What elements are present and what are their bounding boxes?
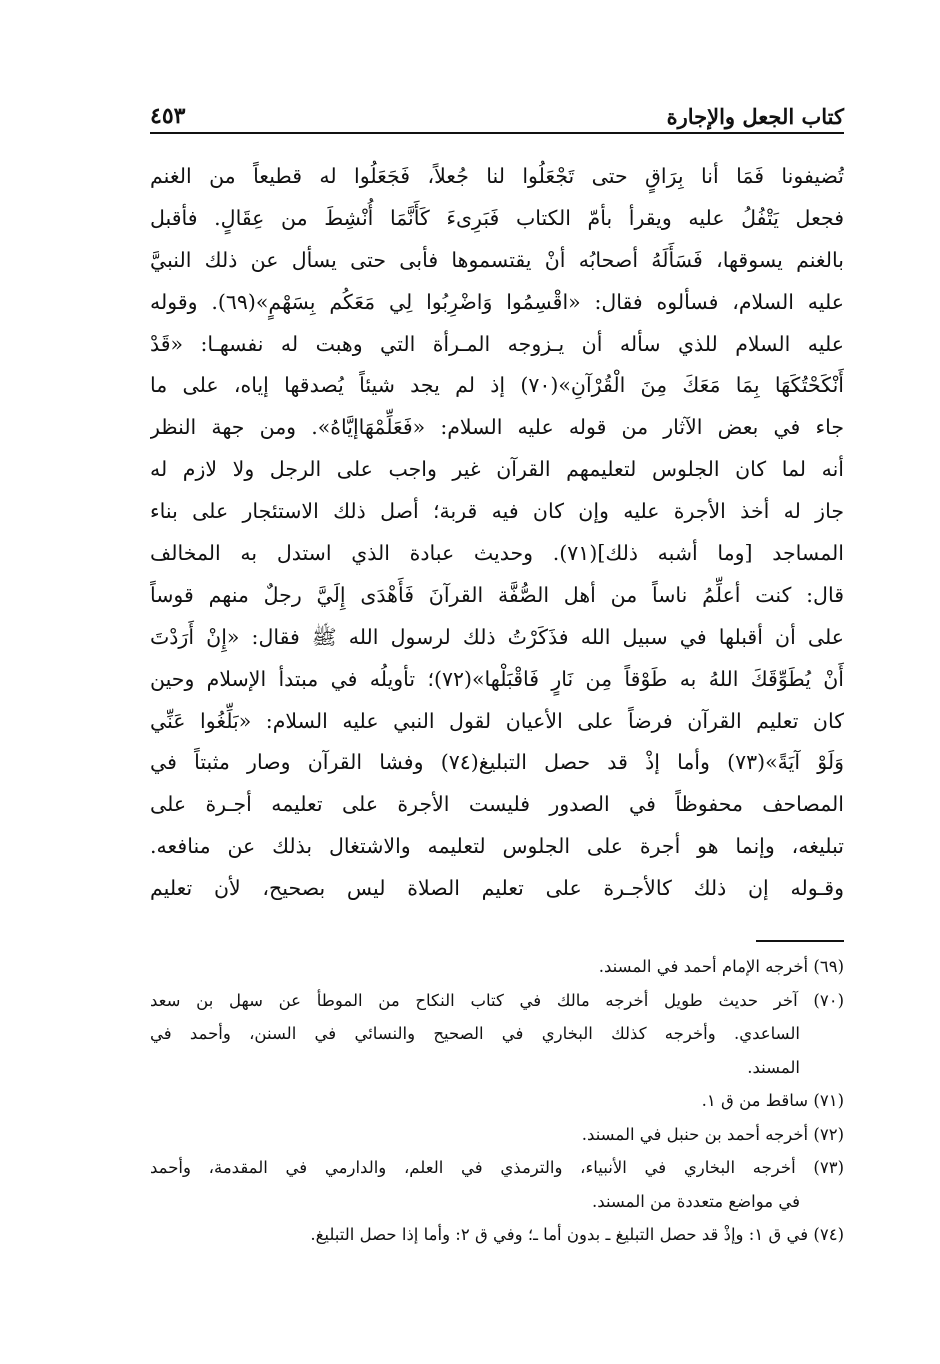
footnote-line: المسند.: [747, 1057, 800, 1077]
footnote-line: في مواضع متعددة من المسند.: [592, 1191, 800, 1211]
text-line: فجعل يَتْفُلُ عليه ويقرأ بأمّ الكتاب فَبَرِىءَ كَأَنَّمَا أُنْشِطَ من عِقَالٍ. فأقبل: [150, 205, 844, 230]
footnote-line: (٧٣) أخرجه البخاري في الأنبياء، والترمذي في العلم، والدارمي في المقدمة، وأحمد: [150, 1158, 844, 1177]
footnote-line: (٧٢) أخرجه أحمد بن حنبل في المسند.: [581, 1124, 844, 1144]
text-line: أنه لما كان الجلوس لتعليمهم القرآن غير واجب على الرجل ولا لازم له: [150, 457, 844, 482]
chapter-title: كتاب الجعل والإجارة: [666, 104, 844, 129]
text-line: وَلَوْ آيَةً»(٧٣) وأما إذْ قد حصل التبليغ(٧٤) وفشا القرآن وصار مثبتاً في: [150, 750, 844, 775]
text-line: كان تعليم القرآن فرضاً على الأعيان لقول النبي عليه السلام: «بَلِّغُوا عَنِّي: [150, 708, 844, 733]
text-line: عليه السلام، فسألوه فقال: «اقْسِمُوا وَاضْرِبُوا لِي مَعَكُم بِسَهْمٍ»(٦٩). وقوله: [150, 289, 844, 314]
text-line: بالغنم يسوقها، فَسَأَلَهُ أصحابُه أنْ يقتسموها فأبى حتى يسأل عن ذلك النبيَّ: [150, 247, 844, 272]
text-line: تبليغه، وإنما هو أجرة على الجلوس لتعليمه والاشتغال بذلك عن منافعه.: [150, 834, 844, 859]
text-line: أَنْ يُطَوِّقَكَ اللهُ به طَوْقاً مِن نَارٍ فَاقْبَلْها»(٧٢)؛ تأويلُه في مبتدأ الإسلام وحين: [150, 666, 844, 691]
page-number: ٤٥٣: [150, 103, 186, 129]
text-line: المساجد [وما أشبه ذلك](٧١). وحديث عبادة الذي استدل به المخالف: [150, 541, 844, 566]
footnote-line: الساعدي. وأخرجه كذلك البخاري في الصحيح والنسائي في السنن، وأحمد في: [150, 1024, 800, 1043]
text-line: على أن أقبلها في سبيل الله فذَكَرْتُ ذلك لرسول الله ﷺ فقال: «إِنْ أَرَدْتَ: [150, 624, 844, 649]
text-line: جاء في بعض الآثار من قوله عليه السلام: «فَعَلِّمْهَاإيَّاهُ». ومن جهة النظر: [150, 415, 844, 440]
main-text: [150, 156, 844, 910]
text-line: أَنْكَحْتُكَهَا بِمَا مَعَكَ مِنَ الْقُرْآنِ»(٧٠) إذ لم يجد شيئاً يُصدقها إياه، على ما: [150, 373, 844, 398]
footnote-line: (٦٩) أخرجه الإمام أحمد في المسند.: [598, 957, 844, 976]
footnote-line: (٧١) ساقط من ق ١.: [701, 1091, 844, 1110]
footnote-separator: [756, 940, 844, 942]
running-header: [150, 98, 844, 134]
text-line: المصاحف محفوظاً في الصدور فليست الأجرة على تعليمه أجـرة على: [150, 792, 844, 817]
text-line: قال: كنت أعلِّمُ ناساً من أهل الصُّفَّة القرآنَ فَأَهْدَى إِلَيَّ رجلٌ منهم قوساً: [150, 582, 844, 607]
footnote-line: (٧٤) في ق ١: وإذْ قد حصل التبليغ ـ بدون أما ـ؛ وفي ق ٢: وأما إذا حصل التبليغ.: [310, 1225, 844, 1244]
text-line: تُضيفونا فَمَا أنا بِرَاقٍ حتى تَجْعَلُوا لنا جُعلاً، فَجَعَلُوا له قطيعاً من الغنم: [150, 164, 844, 188]
text-line: عليه السلام للذي سأله أن يـزوجه المـرأة التي وهبت له نفسهـا: «قَدْ: [150, 331, 844, 356]
text-line: جاز له أخذ الأجرة عليه وإن كان فيه قربة؛ أصل ذلك الاستئجار على بناء: [150, 499, 844, 524]
footnotes-section: [150, 940, 844, 1252]
text-line: وقـوله إن ذلك كالأجـرة على تعليم الصلاة ليس بصحيح، لأن تعليم: [150, 876, 844, 901]
footnote-line: (٧٠) آخر حديث طويل أخرجه مالك في كتاب النكاح من الموطأ عن سهل بن سعد: [150, 990, 844, 1010]
footnote-list: [150, 950, 844, 1252]
